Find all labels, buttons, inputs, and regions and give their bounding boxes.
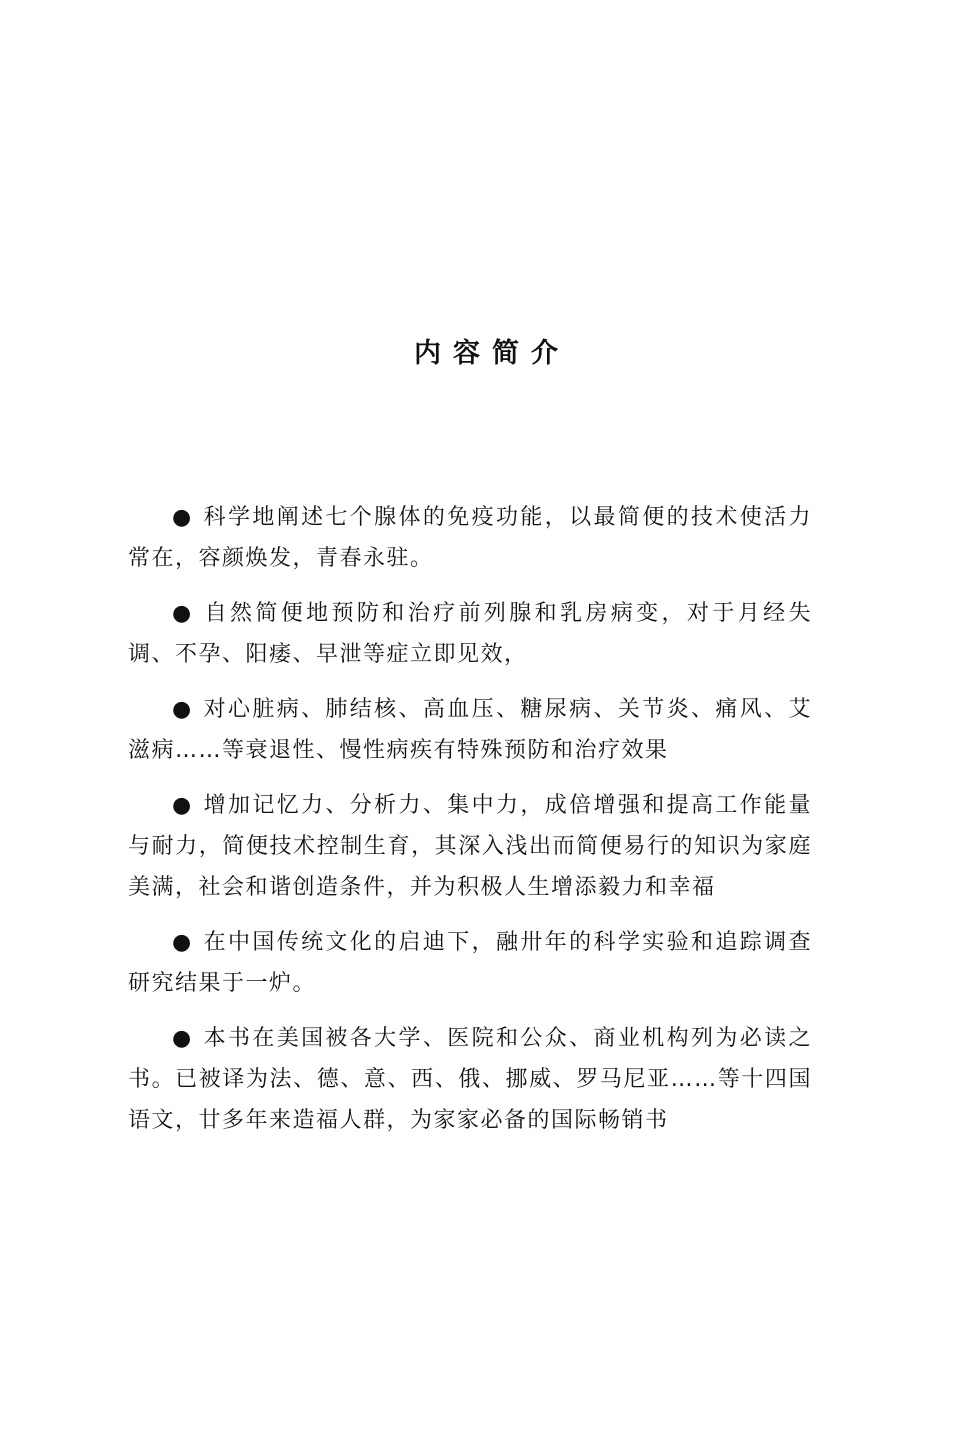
content-list xyxy=(128,497,812,1155)
bullet-icon: ● xyxy=(172,930,194,955)
list-item-text: 在中国传统文化的启迪下，融卅年的科学实验和追踪调查研究结果于一炉。 xyxy=(128,930,812,996)
list-item-text: 自然简便地预防和治疗前列腺和乳房病变，对于月经失调、不孕、阳痿、早泄等症立即见效， xyxy=(128,601,812,667)
bullet-icon: ● xyxy=(172,697,194,722)
page-title: 内容简介 xyxy=(414,338,570,369)
bullet-icon: ● xyxy=(172,601,195,626)
list-item xyxy=(128,785,812,908)
bullet-icon: ● xyxy=(172,1026,194,1051)
bullet-icon: ● xyxy=(172,793,194,818)
list-item xyxy=(128,593,812,675)
list-item xyxy=(128,922,812,1004)
list-item xyxy=(128,1018,812,1141)
list-item xyxy=(128,689,812,771)
list-item-text: 增加记忆力、分析力、集中力，成倍增强和提高工作能量与耐力，简便技术控制生育，其深入浅出而简便易行的知识为家庭美满，社会和谐创造条件，并为积极人生增添毅力和幸福 xyxy=(128,793,812,900)
list-item-text: 科学地阐述七个腺体的免疫功能，以最简便的技术使活力常在，容颜焕发，青春永驻。 xyxy=(128,505,812,571)
bullet-icon: ● xyxy=(172,505,194,530)
list-item-text: 对心脏病、肺结核、高血压、糖尿病、关节炎、痛风、艾滋病……等衰退性、慢性病疾有特殊预防和治疗效果 xyxy=(128,697,812,763)
list-item-text: 本书在美国被各大学、医院和公众、商业机构列为必读之书。已被译为法、德、意、西、俄、挪威、罗马尼亚……等十四国语文，廿多年来造福人群，为家家必备的国际畅销书 xyxy=(128,1026,812,1133)
list-item xyxy=(128,497,812,579)
